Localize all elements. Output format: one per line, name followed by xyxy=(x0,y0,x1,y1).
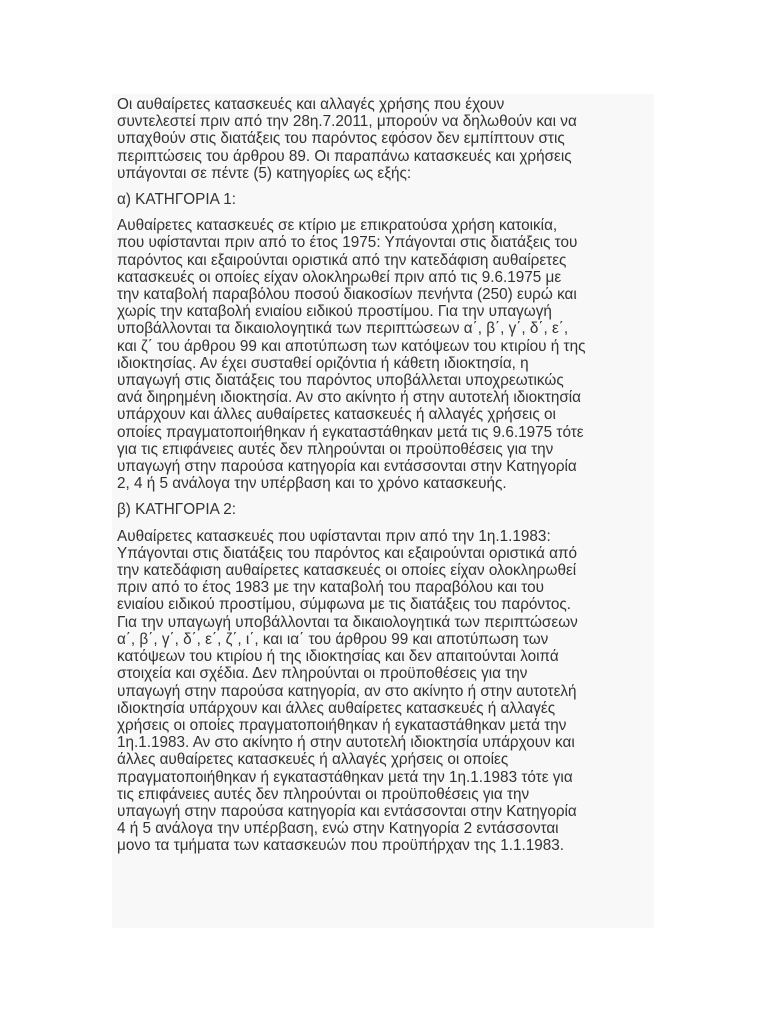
text-line: Υπάγονται στις διατάξεις του παρόντος και εξαιρούνται οριστικά από xyxy=(117,544,578,562)
category-2-paragraph xyxy=(117,528,657,855)
text-line: που υφίστανται πριν από το έτος 1975: Υπάγονται στις διατάξεις του xyxy=(117,234,578,252)
text-line: ανά διηρημένη ιδιοκτησία. Αν στο ακίνητο ή στην αυτοτελή ιδιοκτησία xyxy=(117,389,582,407)
text-line: Αυθαίρετες κατασκευές σε κτίριο με επικρατούσα χρήση κατοικία, xyxy=(117,217,558,235)
text-line: πριν από το έτος 1983 με την καταβολή του παραβόλου και του xyxy=(117,579,544,597)
category-2-heading: β) ΚΑΤΗΓΟΡΙΑ 2: xyxy=(117,501,236,519)
intro-paragraph xyxy=(117,96,657,182)
text-line: συντελεστεί πριν από την 28η.7.2011, μπορούν να δηλωθούν και να xyxy=(117,113,577,131)
text-line: παρόντος και εξαιρούνται οριστικά από την κατεδάφιση αυθαίρετες xyxy=(117,251,567,269)
text-line: υπαγωγή στην παρούσα κατηγορία και εντάσσονται στην Κατηγορία xyxy=(117,458,577,476)
text-line: άλλες αυθαίρετες κατασκευές ή αλλαγές χρήσεις οι οποίες xyxy=(117,751,509,769)
text-line: ιδιοκτησία υπάρχουν και άλλες αυθαίρετες κατασκευές ή αλλαγές xyxy=(117,699,556,717)
document-body xyxy=(117,94,657,855)
text-line: υποβάλλονται τα δικαιολογητικά των περιπτώσεων α΄, β΄, γ΄, δ΄, ε΄, xyxy=(117,320,569,338)
text-line: περιπτώσεις του άρθρου 89. Οι παραπάνω κατασκευές και χρήσεις xyxy=(117,147,572,165)
text-line: χρήσεις οι οποίες πραγματοποιήθηκαν ή εγκαταστάθηκαν μετά την xyxy=(117,716,567,734)
text-line: τις επιφάνειες αυτές δεν πληρούνται οι προϋποθέσεις για την xyxy=(117,785,530,803)
text-line: κατασκευές οι οποίες είχαν ολοκληρωθεί πριν από τις 9.6.1975 με xyxy=(117,268,562,286)
text-line: πραγματοποιήθηκαν ή εγκαταστάθηκαν μετά την 1η.1.1983 τότε για xyxy=(117,768,573,786)
text-line: υπαχθούν στις διατάξεις του παρόντος εφόσον δεν εμπίπτουν στις xyxy=(117,130,565,148)
text-line: Για την υπαγωγή υποβάλλονται τα δικαιολογητικά των περιπτώσεων xyxy=(117,613,578,631)
text-line: στοιχεία και σχέδια. Δεν πληρούνται οι προϋποθέσεις για την xyxy=(117,665,528,683)
document-page xyxy=(112,94,654,928)
text-line: και ζ΄ του άρθρου 99 και αποτύπωση των κατόψεων του κτιρίου ή της xyxy=(117,337,586,355)
text-line: 4 ή 5 ανάλογα την υπέρβαση, ενώ στην Κατηγορία 2 εντάσσονται xyxy=(117,820,559,838)
text-line: 2, 4 ή 5 ανάλογα την υπέρβαση και το χρόνο κατασκευής. xyxy=(117,475,507,493)
text-line: υπάρχουν και άλλες αυθαίρετες κατασκευές ή αλλαγές χρήσεις οι xyxy=(117,406,556,424)
text-line: 1η.1.1983. Αν στο ακίνητο ή στην αυτοτελή ιδιοκτησία υπάρχουν και xyxy=(117,734,575,752)
text-line: Οι αυθαίρετες κατασκευές και αλλαγές χρήσης που έχουν xyxy=(117,96,505,113)
text-line: Αυθαίρετες κατασκευές που υφίστανται πριν από την 1η.1.1983: xyxy=(117,527,551,545)
text-line: την κατεδάφιση αυθαίρετες κατασκευές οι οποίες είχαν ολοκληρωθεί xyxy=(117,562,577,580)
text-line: χωρίς την καταβολή ενιαίου ειδικού προστίμου. Για την υπαγωγή xyxy=(117,303,552,321)
category-1-heading: α) ΚΑΤΗΓΟΡΙΑ 1: xyxy=(117,191,236,209)
text-line: υπαγωγή στην παρούσα κατηγορία, αν στο ακίνητο ή στην αυτοτελή xyxy=(117,682,577,700)
text-line: την καταβολή παραβόλου ποσού διακοσίων πενήντα (250) ευρώ και xyxy=(117,286,577,304)
category-1-paragraph xyxy=(117,217,657,492)
text-line: οποίες πραγματοποιήθηκαν ή εγκαταστάθηκαν μετά τις 9.6.1975 τότε xyxy=(117,423,584,441)
text-line: υπάγονται σε πέντε (5) κατηγορίες ως εξής: xyxy=(117,164,412,182)
text-line: α΄, β΄, γ΄, δ΄, ε΄, ζ΄, ι΄, και ια΄ του άρθρου 99 και αποτύπωση των xyxy=(117,630,549,648)
text-line: κατόψεων του κτιρίου ή της ιδιοκτησίας και δεν απαιτούνται λοιπά xyxy=(117,648,559,666)
text-line: μονο τα τμήματα των κατασκευών που προϋπήρχαν της 1.1.1983. xyxy=(117,837,565,855)
text-line: ενιαίου ειδικού προστίμου, σύμφωνα με τις διατάξεις του παρόντος. xyxy=(117,596,572,614)
text-line: υπαγωγή στις διατάξεις του παρόντος υποβάλλεται υποχρεωτικώς xyxy=(117,372,564,390)
text-line: ιδιοκτησίας. Αν έχει συσταθεί οριζόντια ή κάθετη ιδιοκτησία, η xyxy=(117,354,529,372)
text-line: υπαγωγή στην παρούσα κατηγορία και εντάσσονται στην Κατηγορία xyxy=(117,802,577,820)
text-line: για τις επιφάνειες αυτές δεν πληρούνται οι προϋποθέσεις για την xyxy=(117,440,554,458)
